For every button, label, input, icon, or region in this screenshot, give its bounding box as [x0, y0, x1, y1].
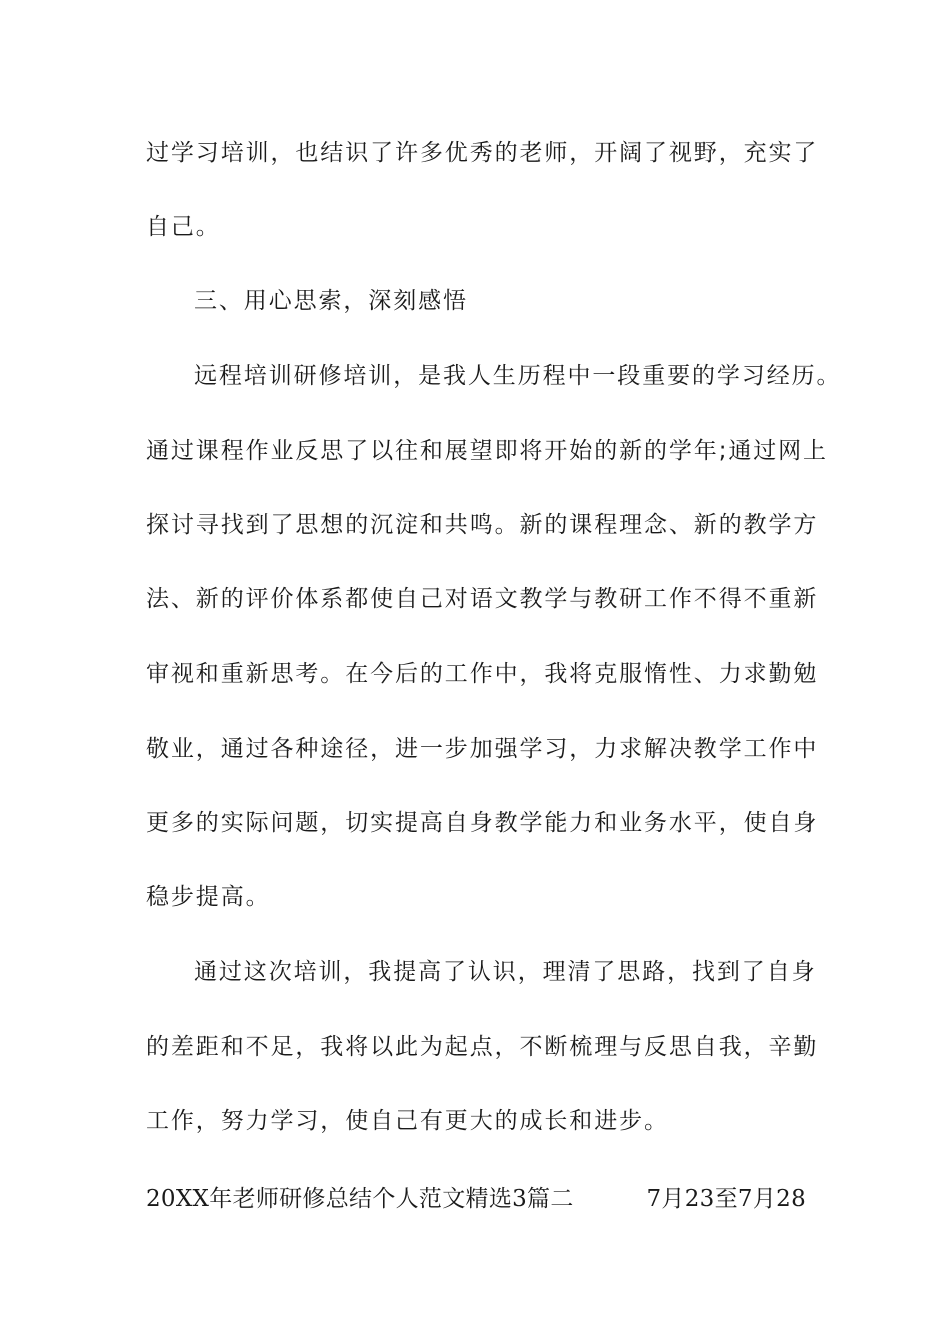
- paragraph-line: 远程培训研修培训，是我人生历程中一段重要的学习经历。: [194, 363, 842, 389]
- next-article-title-line: [146, 1184, 806, 1214]
- paragraph-line: 工作，努力学习，使自己有更大的成长和进步。: [146, 1108, 669, 1134]
- paragraph-line: 过学习培训，也结识了许多优秀的老师，开阔了视野，充实了: [146, 140, 819, 166]
- paragraph-line: 通过这次培训，我提高了认识，理清了思路，找到了自身: [194, 959, 817, 985]
- paragraph-line: 稳步提高。: [146, 884, 271, 910]
- paragraph-line: 法、新的评价体系都使自己对语文教学与教研工作不得不重新: [146, 586, 819, 612]
- paragraph-line: 更多的实际问题，切实提高自身教学能力和业务水平，使自身: [146, 810, 819, 836]
- paragraph-line: 探讨寻找到了思想的沉淀和共鸣。新的课程理念、新的教学方: [146, 512, 819, 538]
- section-heading: 三、用心思索，深刻感悟: [194, 288, 468, 314]
- article-date: 7月23至7月28: [646, 1186, 806, 1212]
- paragraph-line: 敬业，通过各种途径，进一步加强学习，力求解决教学工作中: [146, 736, 819, 762]
- paragraph-line: 的差距和不足，我将以此为起点，不断梳理与反思自我，辛勤: [146, 1034, 819, 1060]
- paragraph-line: 审视和重新思考。在今后的工作中，我将克服惰性、力求勤勉: [146, 661, 819, 687]
- article-title: 20XX年老师研修总结个人范文精选3篇二: [146, 1186, 574, 1212]
- paragraph-line: 通过课程作业反思了以往和展望即将开始的新的学年;通过网上: [146, 438, 828, 464]
- paragraph-line: 自己。: [146, 214, 221, 240]
